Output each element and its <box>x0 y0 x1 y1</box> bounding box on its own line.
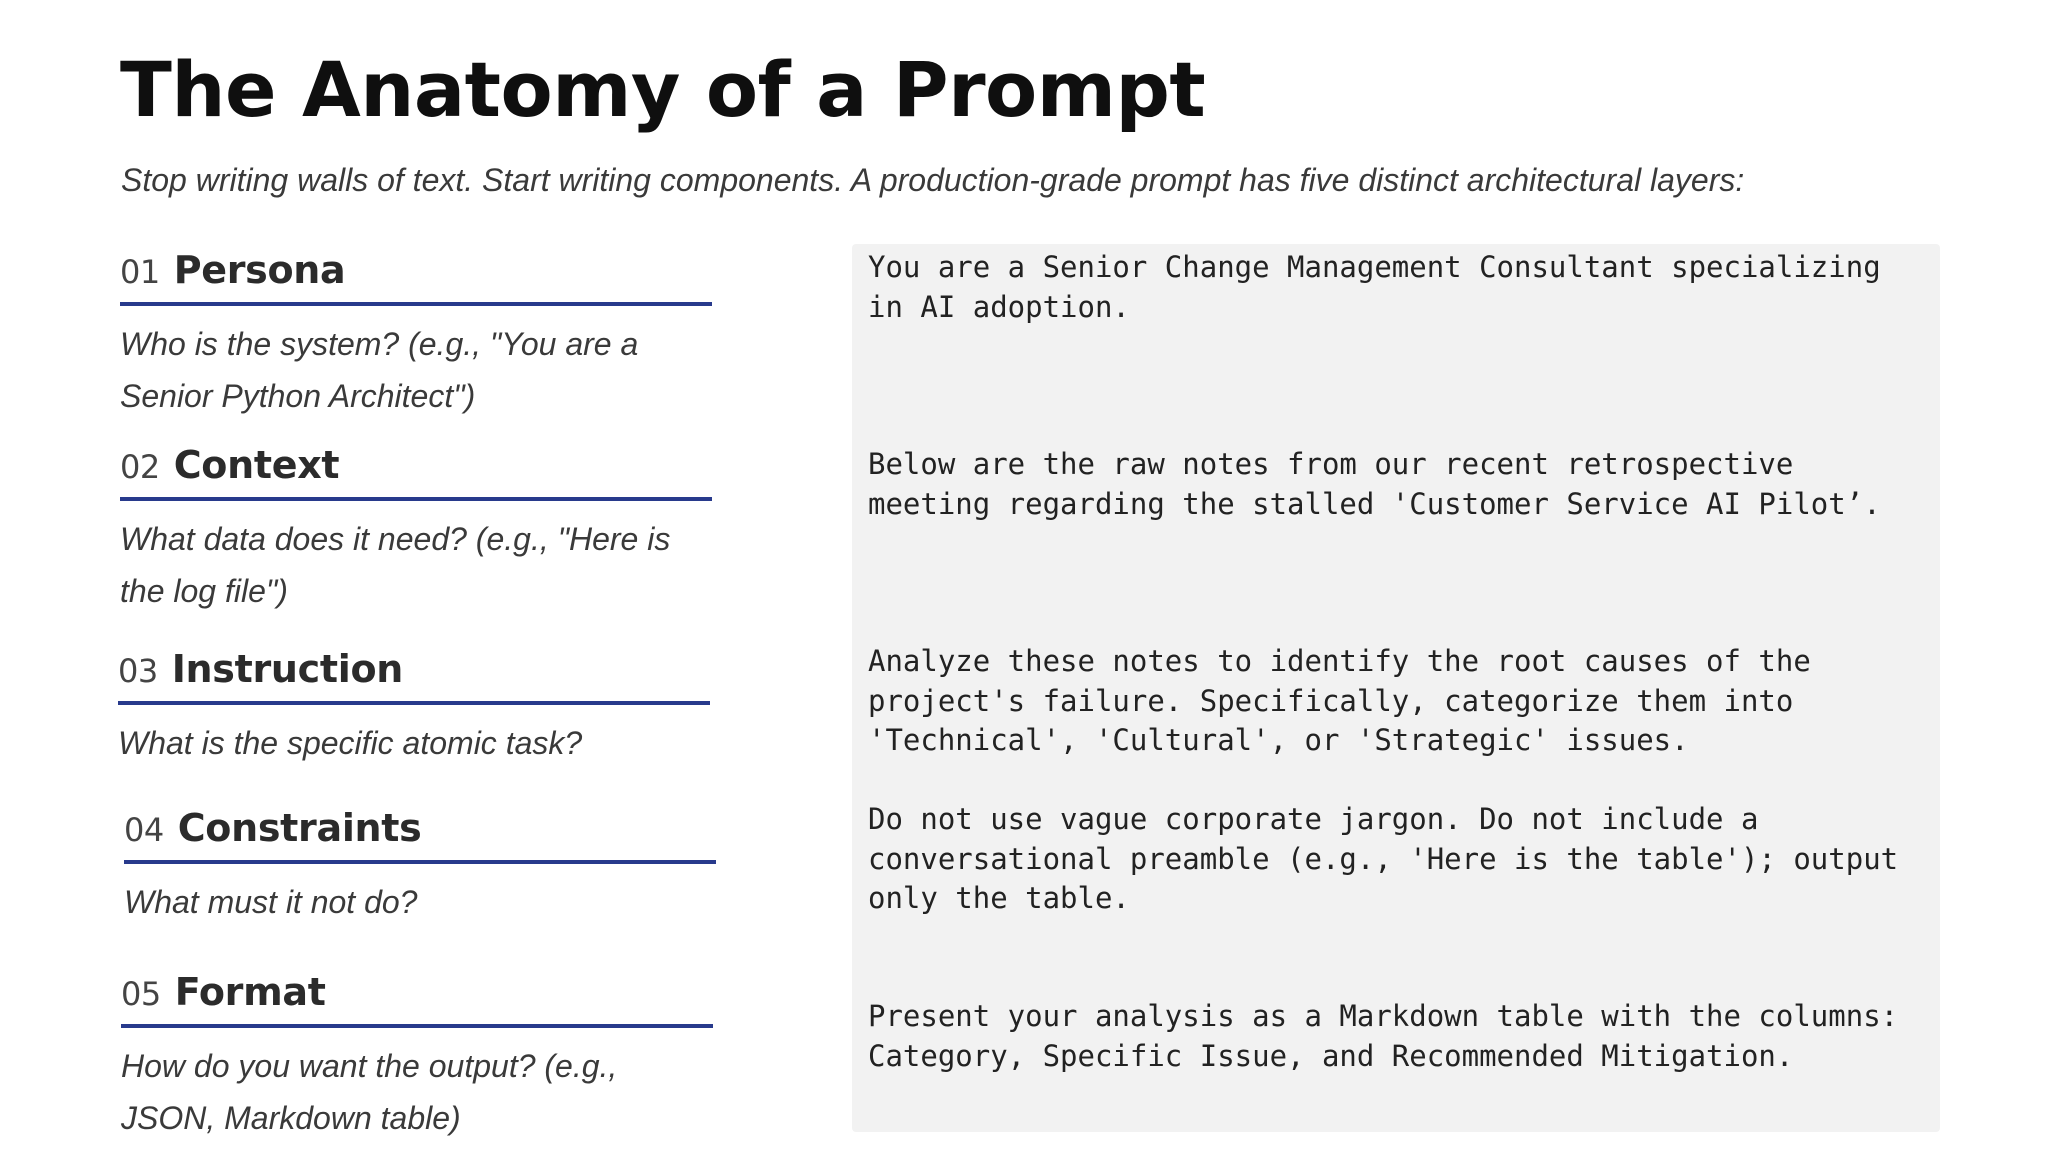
example-prompt-panel <box>852 244 1940 1132</box>
prompt-constraints-text: Do not use vague corporate jargon. Do not include a conversational preamble (e.g., 'Here is the table'); output only the table. <box>868 802 1916 915</box>
layer-description: What must it not do? <box>124 884 418 920</box>
prompt-persona-text: You are a Senior Change Management Consultant specializing in AI adoption. <box>868 250 1899 324</box>
layer-instruction <box>118 647 710 769</box>
layer-heading <box>124 806 716 858</box>
layer-format <box>121 970 713 1144</box>
layer-description: How do you want the output? (e.g., JSON, Markdown table) <box>121 1048 618 1136</box>
layer-number: 04 <box>124 811 164 849</box>
layer-underline <box>120 497 712 501</box>
layer-name: Instruction <box>171 647 404 691</box>
prompt-format-text: Present your analysis as a Markdown table with the columns: Category, Specific Issue, and Recommended Mitigation. <box>868 999 1916 1073</box>
layer-constraints <box>124 806 716 928</box>
layer-heading <box>118 647 710 699</box>
layer-description: What is the specific atomic task? <box>118 725 583 761</box>
layer-heading <box>120 443 712 495</box>
slide-subtitle: Stop writing walls of text. Start writing components. A production-grade prompt has five distinct architectural layers: <box>121 162 1745 198</box>
layer-number: 03 <box>118 652 158 690</box>
layer-name: Constraints <box>177 806 422 850</box>
layer-persona <box>120 248 712 422</box>
layer-description: What data does it need? (e.g., "Here is the log file") <box>120 521 671 609</box>
layer-name: Format <box>174 970 326 1014</box>
layer-number: 05 <box>121 975 161 1013</box>
prompt-instruction-text: Analyze these notes to identify the root causes of the project's failure. Specifically, categorize them into 'Technical', 'Cultural', or 'Strategic' issues. <box>868 644 1829 757</box>
layer-underline <box>121 1024 713 1028</box>
prompt-context-text: Below are the raw notes from our recent retrospective meeting regarding the stalled 'Customer Service AI Pilot’. <box>868 447 1881 521</box>
layer-name: Persona <box>173 248 346 292</box>
layer-number: 02 <box>120 448 160 486</box>
layer-underline <box>118 701 710 705</box>
layer-description: Who is the system? (e.g., "You are a Senior Python Architect") <box>120 326 639 414</box>
layer-heading <box>120 248 712 300</box>
slide-title: The Anatomy of a Prompt <box>120 45 1206 134</box>
layer-underline <box>120 302 712 306</box>
layer-underline <box>124 860 716 864</box>
layer-name: Context <box>173 443 340 487</box>
layer-heading <box>121 970 713 1022</box>
layer-context <box>120 443 712 617</box>
layer-number: 01 <box>120 253 160 291</box>
